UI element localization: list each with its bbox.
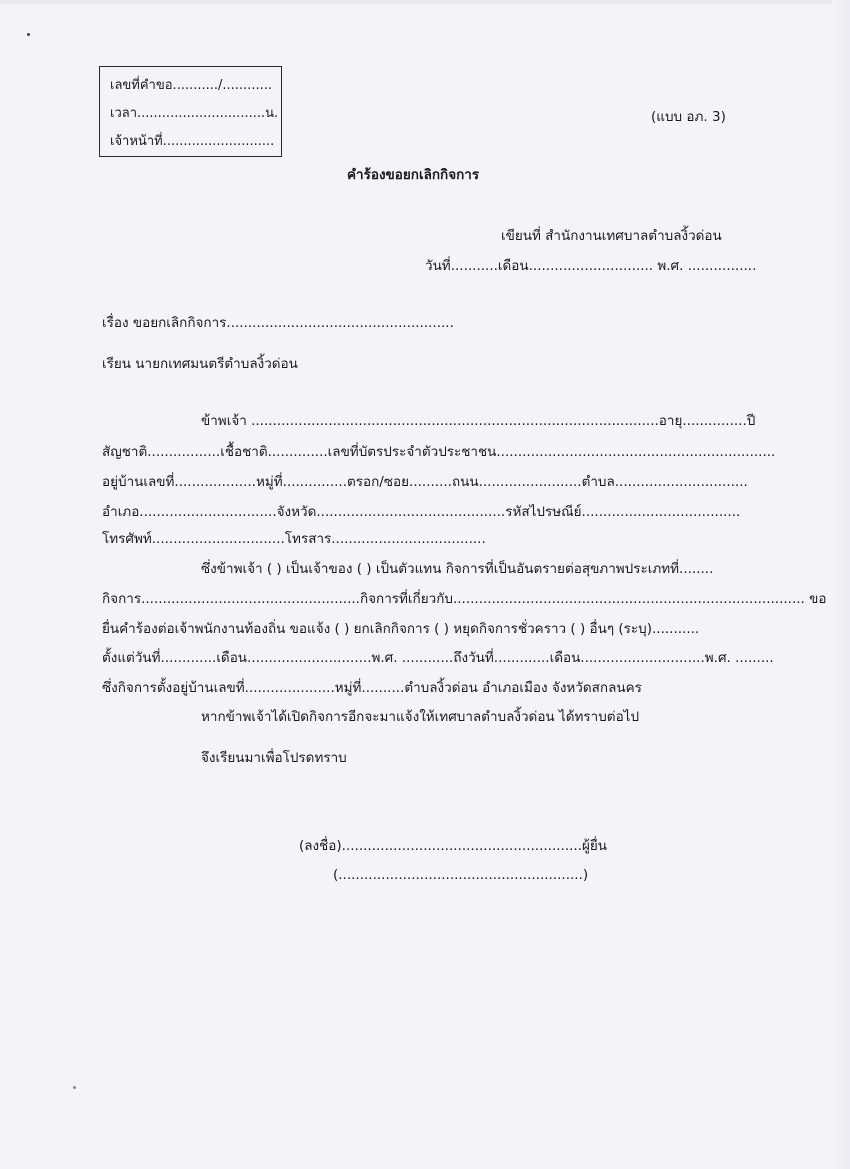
- request-number-field: เลขที่คำขอ.........../............: [110, 78, 272, 93]
- body-line: กิจการ...................................................กิจการที่เกี่ยวกับ.................................................................................. ขอ: [102, 591, 827, 607]
- subject-line: เรื่อง ขอยกเลิกกิจการ.....................................................: [102, 315, 454, 331]
- body-line: สัญชาติ.................เชื้อชาติ..............เลขที่บัตรประจำตัวประชาชน.................................................................: [102, 444, 776, 460]
- request-number-box: [99, 66, 282, 157]
- body-line: อำเภอ................................จังหวัด............................................รหัสไปรษณีย์.....................................: [102, 504, 741, 520]
- form-code: (แบบ อภ. 3): [651, 109, 726, 125]
- body-line: อยู่บ้านเลขที่...................หมู่ที่...............ตรอก/ซอย..........ถนน........................ตำบล...............................: [102, 474, 748, 490]
- closing-line: จึงเรียนมาเพื่อโปรดทราบ: [201, 750, 347, 766]
- body-line: ตั้งแต่วันที่.............เดือน.............................พ.ศ. ............ถึงวันที่.............เดือน.............................พ.ศ. .........: [102, 650, 774, 666]
- scan-edge-top: [0, 0, 850, 4]
- written-at: เขียนที่ สำนักงานเทศบาลตำบลงิ้วด่อน: [501, 228, 722, 244]
- date-line: วันที่...........เดือน............................. พ.ศ. ................: [425, 258, 757, 274]
- body-line: ข้าพเจ้า ...............................................................................................อายุ...............ปี: [201, 413, 756, 429]
- body-line: หากข้าพเจ้าได้เปิดกิจการอีกจะมาแจ้งให้เทศบาลตำบลงิ้วด่อน ได้ทราบต่อไป: [201, 709, 640, 725]
- body-line: โทรศัพท์...............................โทรสาร....................................: [102, 531, 486, 547]
- scan-speck: [73, 1086, 76, 1089]
- body-line: ยื่นคำร้องต่อเจ้าพนักงานท้องถิ่น ขอแจ้ง ( ) ยกเลิกกิจการ ( ) หยุดกิจการชั่วคราว ( ) อื่นๆ (ระบุ)...........: [102, 621, 700, 637]
- request-officer-field: เจ้าหน้าที่...........................: [110, 134, 275, 149]
- request-time-field: เวลา...............................น.: [110, 106, 279, 121]
- signature-name-line: (.........................................................): [333, 867, 589, 883]
- body-line: ซึ่งข้าพเจ้า ( ) เป็นเจ้าของ ( ) เป็นตัวแทน กิจการที่เป็นอันตรายต่อสุขภาพประเภทที่........: [201, 561, 714, 577]
- document-title: คำร้องขอยกเลิกกิจการ: [347, 167, 480, 183]
- addressee-line: เรียน นายกเทศมนตรีตำบลงิ้วด่อน: [102, 356, 298, 372]
- scan-speck: [27, 33, 30, 36]
- signature-line: (ลงชื่อ)........................................................ผู้ยื่น: [299, 838, 608, 854]
- scan-edge-right: [832, 0, 850, 1169]
- body-line: ซึ่งกิจการตั้งอยู่บ้านเลขที่.....................หมู่ที่..........ตำบลงิ้วด่อน อำเภอเมือง จังหวัดสกลนคร: [102, 680, 642, 696]
